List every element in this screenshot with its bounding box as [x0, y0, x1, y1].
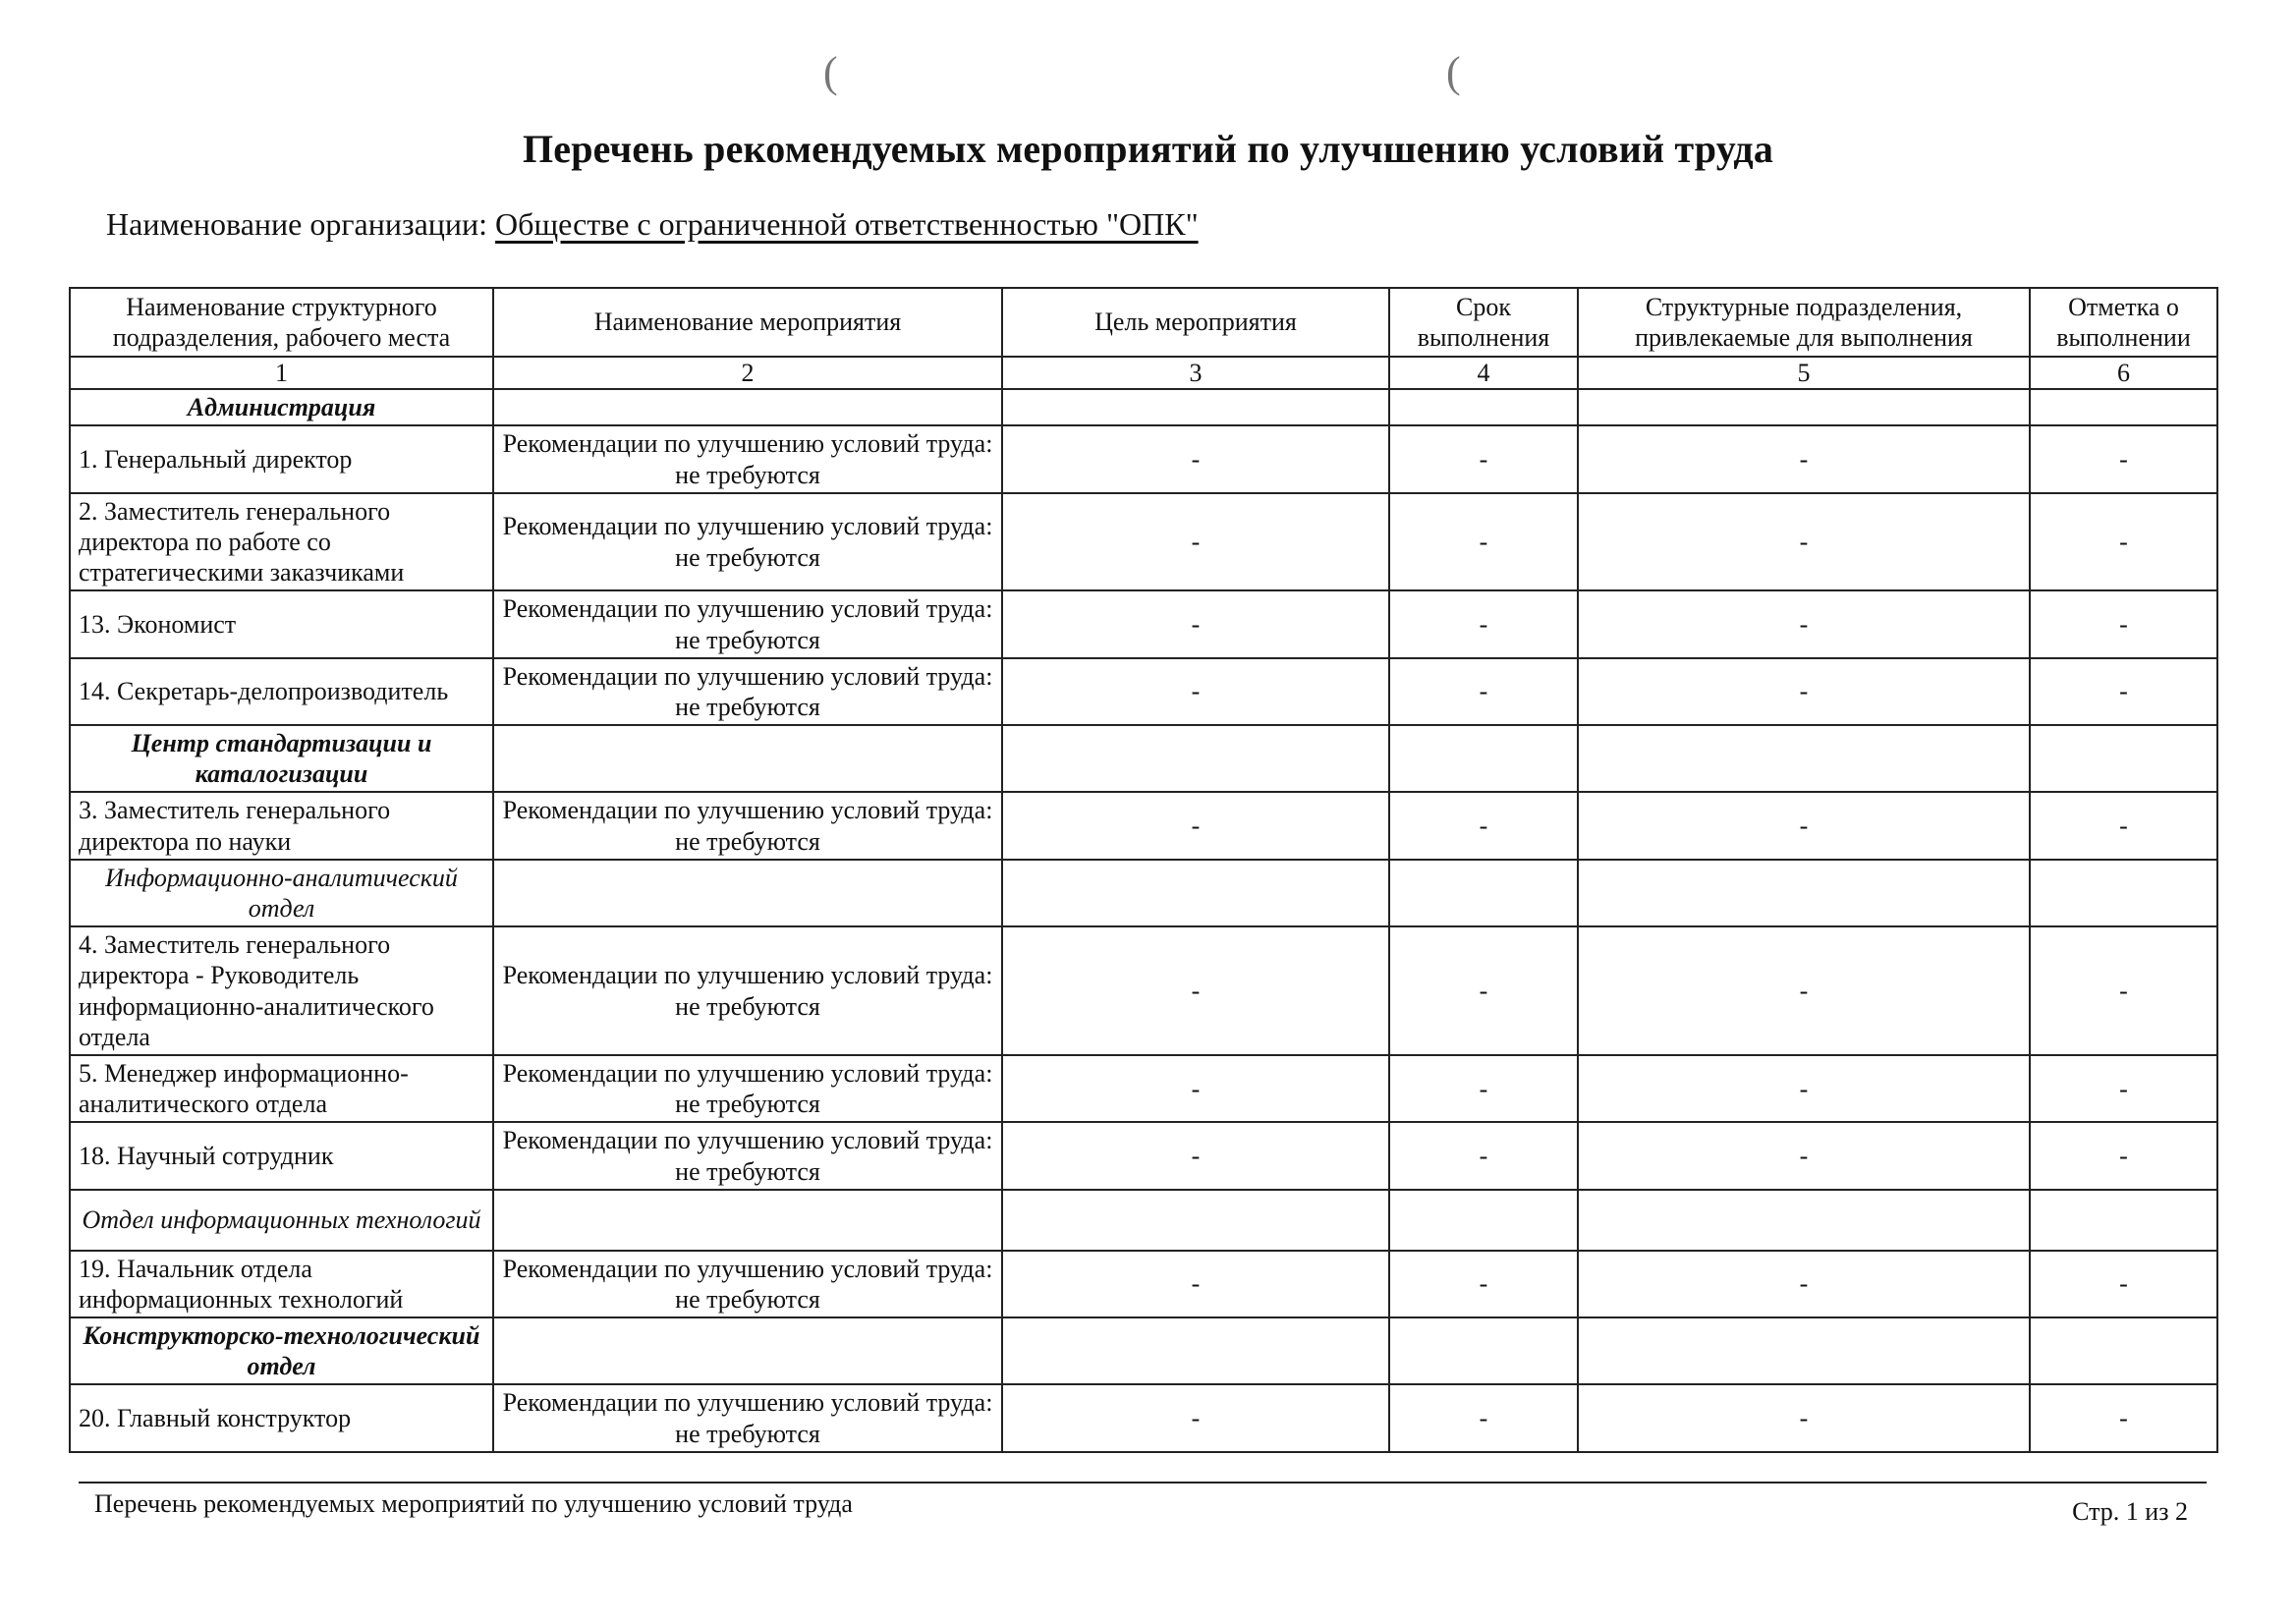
header-deadline: Срок выполнения: [1389, 288, 1578, 357]
header-goal: Цель мероприятия: [1002, 288, 1389, 357]
deadline-cell: -: [1389, 1384, 1578, 1451]
table-row: [70, 1122, 2217, 1189]
workplace-name: 20. Главный конструктор: [70, 1384, 493, 1451]
workplace-name: 18. Научный сотрудник: [70, 1122, 493, 1189]
section-label: Отдел информационных технологий: [70, 1190, 493, 1251]
table-row: [70, 792, 2217, 859]
organization-name: Обществе с ограниченной ответственностью "ОПК": [495, 206, 1199, 242]
section-row: [70, 860, 2217, 926]
column-number: 2: [493, 357, 1002, 389]
completion-mark-cell: -: [2030, 1122, 2217, 1189]
goal-cell: -: [1002, 590, 1389, 657]
measure-text: Рекомендации по улучшению условий труда: не требуются: [493, 926, 1002, 1055]
table-row: [70, 1055, 2217, 1122]
measure-text: Рекомендации по улучшению условий труда: не требуются: [493, 1055, 1002, 1122]
measure-text: Рекомендации по улучшению условий труда: не требуются: [493, 1122, 1002, 1189]
completion-mark-cell: -: [2030, 1055, 2217, 1122]
section-row: [70, 1317, 2217, 1384]
column-number: 5: [1578, 357, 2030, 389]
measure-text: Рекомендации по улучшению условий труда: не требуются: [493, 658, 1002, 725]
column-number: 4: [1389, 357, 1578, 389]
completion-mark-cell: -: [2030, 1384, 2217, 1451]
departments-cell: -: [1578, 658, 2030, 725]
completion-mark-cell: -: [2030, 493, 2217, 591]
workplace-name: 13. Экономист: [70, 590, 493, 657]
departments-cell: -: [1578, 1251, 2030, 1317]
table-row: [70, 493, 2217, 591]
departments-cell: -: [1578, 590, 2030, 657]
completion-mark-cell: -: [2030, 590, 2217, 657]
completion-mark-cell: -: [2030, 1251, 2217, 1317]
section-row: [70, 725, 2217, 792]
column-number: 3: [1002, 357, 1389, 389]
deadline-cell: -: [1389, 1055, 1578, 1122]
completion-mark-cell: -: [2030, 792, 2217, 859]
section-row: [70, 1190, 2217, 1251]
scan-mark: (: [823, 48, 838, 96]
departments-cell: -: [1578, 425, 2030, 492]
departments-cell: -: [1578, 1055, 2030, 1122]
deadline-cell: -: [1389, 590, 1578, 657]
goal-cell: -: [1002, 1055, 1389, 1122]
measure-text: Рекомендации по улучшению условий труда: не требуются: [493, 590, 1002, 657]
completion-mark-cell: -: [2030, 425, 2217, 492]
footer-text: Перечень рекомендуемых мероприятий по улучшению условий труда: [94, 1489, 853, 1518]
scan-mark: (: [1446, 48, 1461, 96]
deadline-cell: -: [1389, 425, 1578, 492]
measure-text: Рекомендации по улучшению условий труда: не требуются: [493, 493, 1002, 591]
table-row: [70, 658, 2217, 725]
goal-cell: -: [1002, 1251, 1389, 1317]
organization-line: [106, 206, 1199, 243]
section-label: Конструкторско-технологический отдел: [70, 1317, 493, 1384]
workplace-name: 19. Начальник отдела информационных технологий: [70, 1251, 493, 1317]
goal-cell: -: [1002, 792, 1389, 859]
measure-text: Рекомендации по улучшению условий труда: не требуются: [493, 425, 1002, 492]
column-number-row: [70, 357, 2217, 389]
goal-cell: -: [1002, 1122, 1389, 1189]
deadline-cell: -: [1389, 493, 1578, 591]
departments-cell: -: [1578, 1122, 2030, 1189]
workplace-name: 1. Генеральный директор: [70, 425, 493, 492]
goal-cell: -: [1002, 1384, 1389, 1451]
document-title: Перечень рекомендуемых мероприятий по улучшению условий труда: [522, 127, 1774, 171]
goal-cell: -: [1002, 493, 1389, 591]
header-completion-mark: Отметка о выполнении: [2030, 288, 2217, 357]
workplace-name: 3. Заместитель генерального директора по науки: [70, 792, 493, 859]
departments-cell: -: [1578, 926, 2030, 1055]
page-number: Стр. 1 из 2: [2072, 1497, 2188, 1526]
section-label: Администрация: [70, 389, 493, 425]
departments-cell: -: [1578, 493, 2030, 591]
workplace-name: 14. Секретарь-делопроизводитель: [70, 658, 493, 725]
completion-mark-cell: -: [2030, 926, 2217, 1055]
header-measure: Наименование мероприятия: [493, 288, 1002, 357]
column-number: 6: [2030, 357, 2217, 389]
deadline-cell: -: [1389, 1251, 1578, 1317]
table-row: [70, 590, 2217, 657]
table-row: [70, 425, 2217, 492]
workplace-name: 4. Заместитель генерального директора - Руководитель информационно-аналитического отдела: [70, 926, 493, 1055]
deadline-cell: -: [1389, 1122, 1578, 1189]
departments-cell: -: [1578, 792, 2030, 859]
workplace-name: 2. Заместитель генерального директора по работе со стратегическими заказчиками: [70, 493, 493, 591]
departments-cell: -: [1578, 1384, 2030, 1451]
goal-cell: -: [1002, 658, 1389, 725]
header-subdivision: Наименование структурного подразделения, рабочего места: [70, 288, 493, 357]
deadline-cell: -: [1389, 926, 1578, 1055]
header-row: [70, 288, 2217, 357]
goal-cell: -: [1002, 926, 1389, 1055]
measure-text: Рекомендации по улучшению условий труда: не требуются: [493, 1384, 1002, 1451]
header-departments: Структурные подразделения, привлекаемые для выполнения: [1578, 288, 2030, 357]
measure-text: Рекомендации по улучшению условий труда: не требуются: [493, 792, 1002, 859]
completion-mark-cell: -: [2030, 658, 2217, 725]
measure-text: Рекомендации по улучшению условий труда: не требуются: [493, 1251, 1002, 1317]
footer-divider: [79, 1482, 2207, 1484]
section-row: [70, 389, 2217, 425]
section-label: Центр стандартизации и каталогизации: [70, 725, 493, 792]
organization-label: Наименование организации:: [106, 206, 488, 242]
table-row: [70, 1384, 2217, 1451]
deadline-cell: -: [1389, 792, 1578, 859]
workplace-name: 5. Менеджер информационно-аналитического отдела: [70, 1055, 493, 1122]
goal-cell: -: [1002, 425, 1389, 492]
table-row: [70, 926, 2217, 1055]
section-label: Информационно-аналитический отдел: [70, 860, 493, 926]
table-row: [70, 1251, 2217, 1317]
column-number: 1: [70, 357, 493, 389]
deadline-cell: -: [1389, 658, 1578, 725]
measures-table: [69, 287, 2218, 1453]
